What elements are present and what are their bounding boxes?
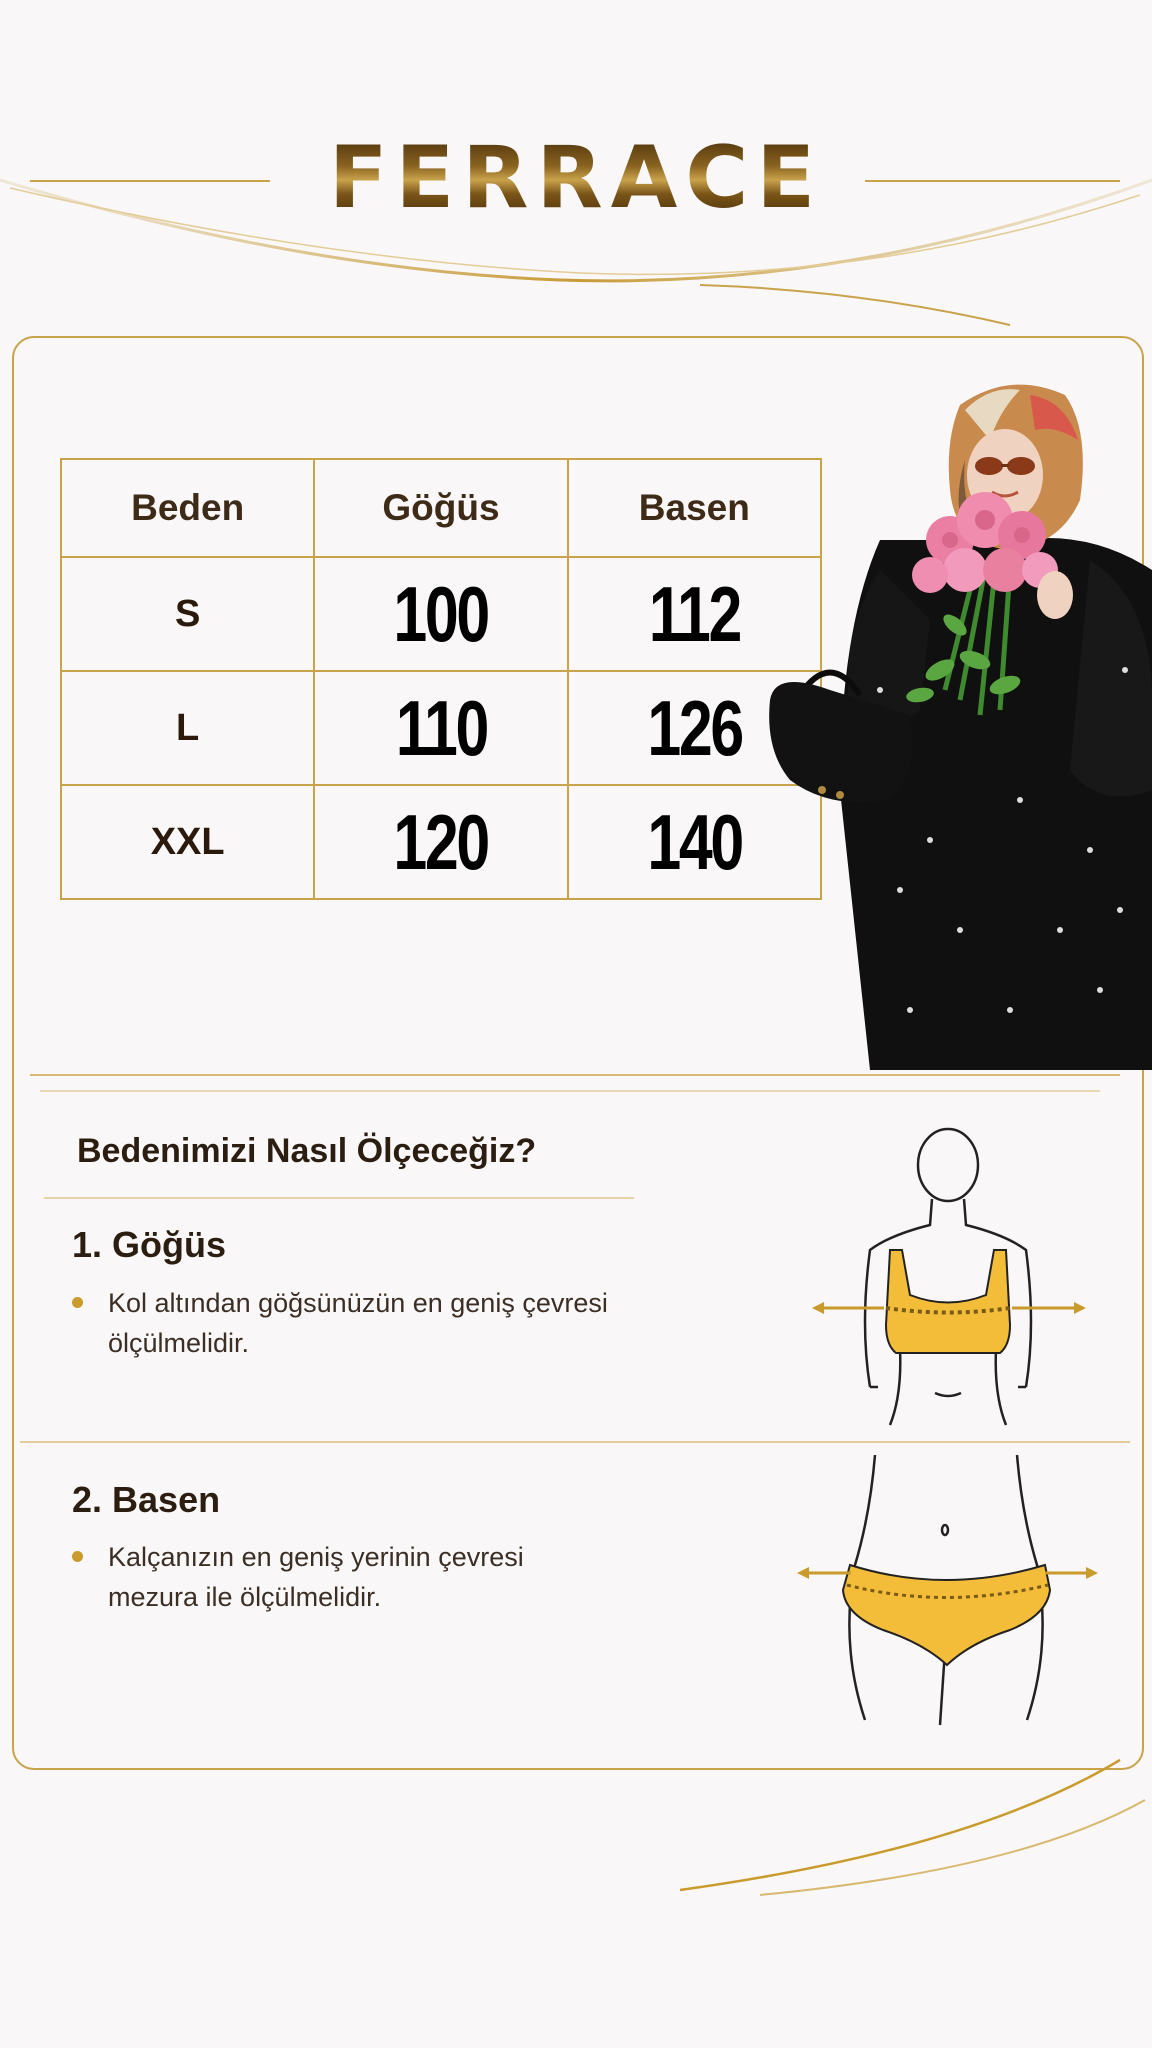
guide-title: Bedenimizi Nasıl Ölçeceğiz? [77,1132,537,1170]
hip-value: 112 [648,569,740,658]
step-text-line: Kol altından göğsünüzün en geniş çevresi [108,1288,608,1318]
model-photo [760,370,1152,1070]
column-header-chest: Göğüs [314,459,567,557]
chest-value: 100 [393,569,489,658]
chest-value: 120 [393,797,489,886]
bullet-dot-icon [72,1297,83,1308]
chest-value: 110 [395,683,487,772]
size-table [60,458,822,900]
divider [30,1074,1120,1076]
column-header-hip: Basen [568,459,821,557]
divider [44,1197,634,1199]
step-text-hip [108,1537,688,1617]
divider [20,1441,1130,1443]
table-row [61,785,821,899]
size-cell: XXL [61,785,314,899]
chest-cell [314,671,567,785]
size-cell: L [61,671,314,785]
step-text-line: Kalçanızın en geniş yerinin çevresi [108,1542,524,1572]
column-header-size: Beden [61,459,314,557]
step-title-chest: 1. Göğüs [72,1224,227,1265]
table-header-row [61,459,821,557]
table-row [61,671,821,785]
chest-cell [314,785,567,899]
hip-value: 140 [647,797,742,886]
hip-value: 126 [647,683,742,772]
bullet-dot-icon [72,1551,83,1562]
step-text-chest [108,1283,688,1363]
decorative-gold-swoosh [640,1720,1152,1900]
table-row [61,557,821,671]
chest-measure-illustration [810,1125,1090,1430]
step-text-line: mezura ile ölçülmelidir. [108,1582,382,1612]
divider [40,1090,1100,1092]
size-cell: S [61,557,314,671]
step-text-line: ölçülmelidir. [108,1328,250,1358]
step-title-hip: 2. Basen [72,1479,221,1520]
brand-logo: FERRACE [0,128,1152,228]
hip-measure-illustration [795,1455,1100,1730]
chest-cell [314,557,567,671]
